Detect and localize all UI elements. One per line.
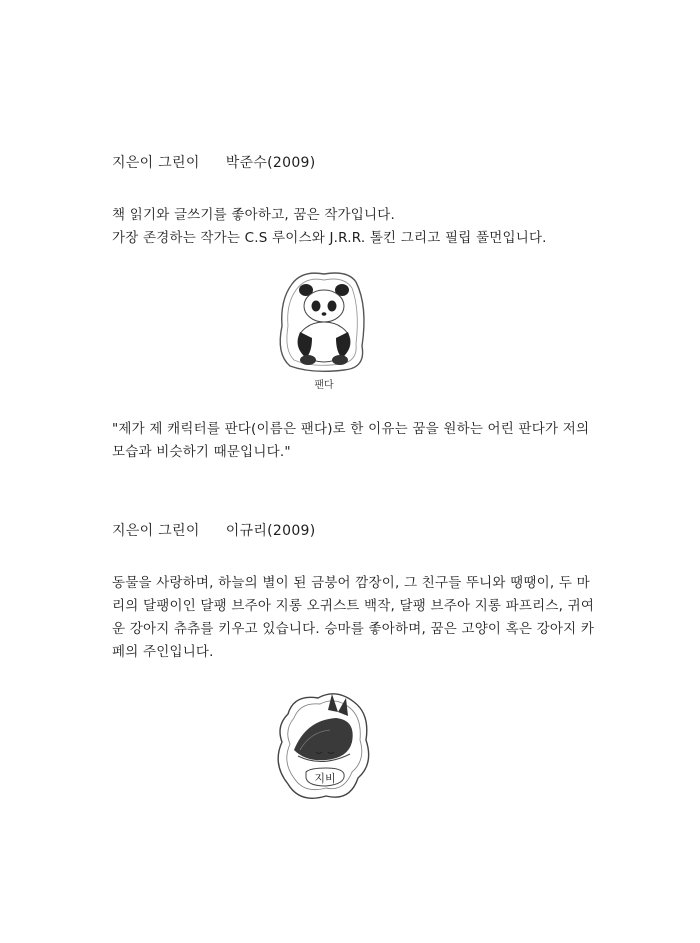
- section1-bio: [112, 204, 602, 250]
- panda-illustration: [272, 266, 374, 396]
- creature-illustration: [270, 684, 380, 812]
- section2-heading: [112, 520, 316, 540]
- quote-line: "제가 제 캐릭터를 판다(이름은 팬다)로 한 이유는 꿈을 원하는 어린 판다가 저의: [112, 421, 590, 437]
- bio-line: 동물을 사랑하며, 하늘의 별이 된 금붕어 깜장이, 그 친구들 뚜니와 땡땡이, 두 마: [112, 575, 590, 591]
- section2-author: 이규리(2009): [225, 523, 316, 539]
- section1-author: 박준수(2009): [225, 155, 316, 171]
- section1-role: 지은이 그린이: [112, 155, 200, 171]
- quote-line: 모습과 비슷하기 때문입니다.": [112, 444, 291, 460]
- creature-caption: 지비: [314, 772, 336, 785]
- section2-role: 지은이 그린이: [112, 523, 200, 539]
- bio-line: 책 읽기와 글쓰기를 좋아하고, 꿈은 작가입니다.: [112, 207, 396, 223]
- section2-bio: [112, 572, 602, 664]
- bio-line: 리의 달팽이인 달팽 브주아 지롱 오귀스트 백작, 달팽 브주아 지롱 파프리스, 귀여: [112, 598, 595, 614]
- bio-line: 페의 주인입니다.: [112, 644, 214, 660]
- section1-quote: [112, 418, 602, 464]
- section1-heading: [112, 152, 316, 172]
- panda-caption: 팬다: [314, 380, 334, 391]
- bio-line: 운 강아지 츄츄를 키우고 있습니다. 승마를 좋아하며, 꿈은 고양이 혹은 강아지 카: [112, 621, 595, 637]
- bio-line: 가장 존경하는 작가는 C.S 루이스와 J.R.R. 톨킨 그리고 필립 풀먼입니다.: [112, 230, 547, 246]
